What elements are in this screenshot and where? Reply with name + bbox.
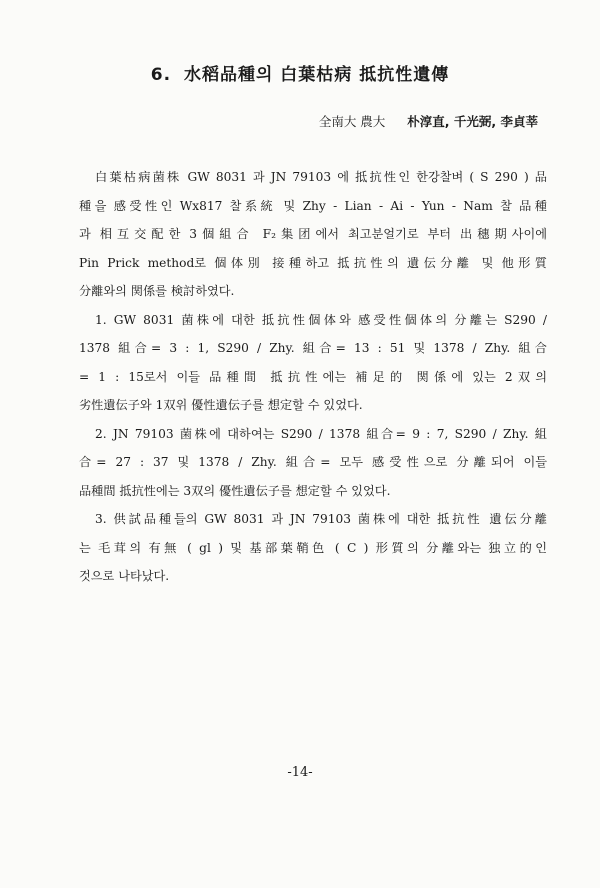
text-line: = 1 : 15로서 이들 品種間 抵抗性에는 補足的 関係에 있는 2双의 [79,369,547,384]
abstract-body [79,163,547,591]
text-line: 3. 供試品種들의 GW 8031 과 JN 79103 菌株에 대한 抵抗性 遺伝分離 [95,512,547,526]
title-text: 水稻品種의 白葉枯病 抵抗性遺傳 [183,65,450,85]
text-line: 品種間 抵抗性에는 3双의 優性遺伝子를 想定할 수 있었다. [79,483,391,498]
text-line: 것으로 나타났다. [79,569,170,583]
author-line [319,112,538,130]
section-number: 6. [150,65,172,85]
text-line: 1. GW 8031 菌株에 대한 抵抗性個体와 感受性個体의 分離는 S290 / [95,312,547,327]
text-line: 合= 27 : 37 및 1378 / Zhy. 組合= 모두 感受性으로 分離되어 이들 [79,455,547,469]
text-line: 과 相互交配한 3個組合 F₂集团에서 최고분얼기로 부터 出穗期사이에 [79,227,547,241]
text-line: 劣性遺伝子와 1双위 優性遺伝子를 想定할 수 있었다. [79,398,363,412]
paper-title [0,60,600,85]
text-line: 2. JN 79103 菌株에 대하여는 S290 / 1378 組合= 9 : 7, S290 / Zhy. 組 [95,426,547,441]
affiliation: 全南大 農大 [318,114,386,129]
text-line: 白葉枯病菌株 GW 8031 과 JN 79103 에 抵抗性인 한강찰벼 ( S 290 ) 品 [95,170,547,184]
text-line: 分離와의 関係를 検討하였다. [79,284,235,298]
text-line: 는 毛茸의 有無 ( gl ) 및 基部葉鞘色 ( C ) 形質의 分離와는 独立的인 [79,540,547,555]
text-line: 1378 組合= 3 : 1, S290 / Zhy. 組合= 13 : 51 및 1378 / Zhy. 組合 [79,341,547,355]
author-names: 朴淳直, 千光弼, 李貞莘 [407,114,538,129]
text-line: 種을 感受性인 Wx817 찰系統 및 Zhy - Lian - Ai - Yun - Nam 찰 品種 [79,198,547,213]
page-number: -14- [287,765,313,780]
text-line: Pin Prick method로 個体別 接種하고 抵抗性의 遺伝分離 및 他形質 [79,255,547,270]
